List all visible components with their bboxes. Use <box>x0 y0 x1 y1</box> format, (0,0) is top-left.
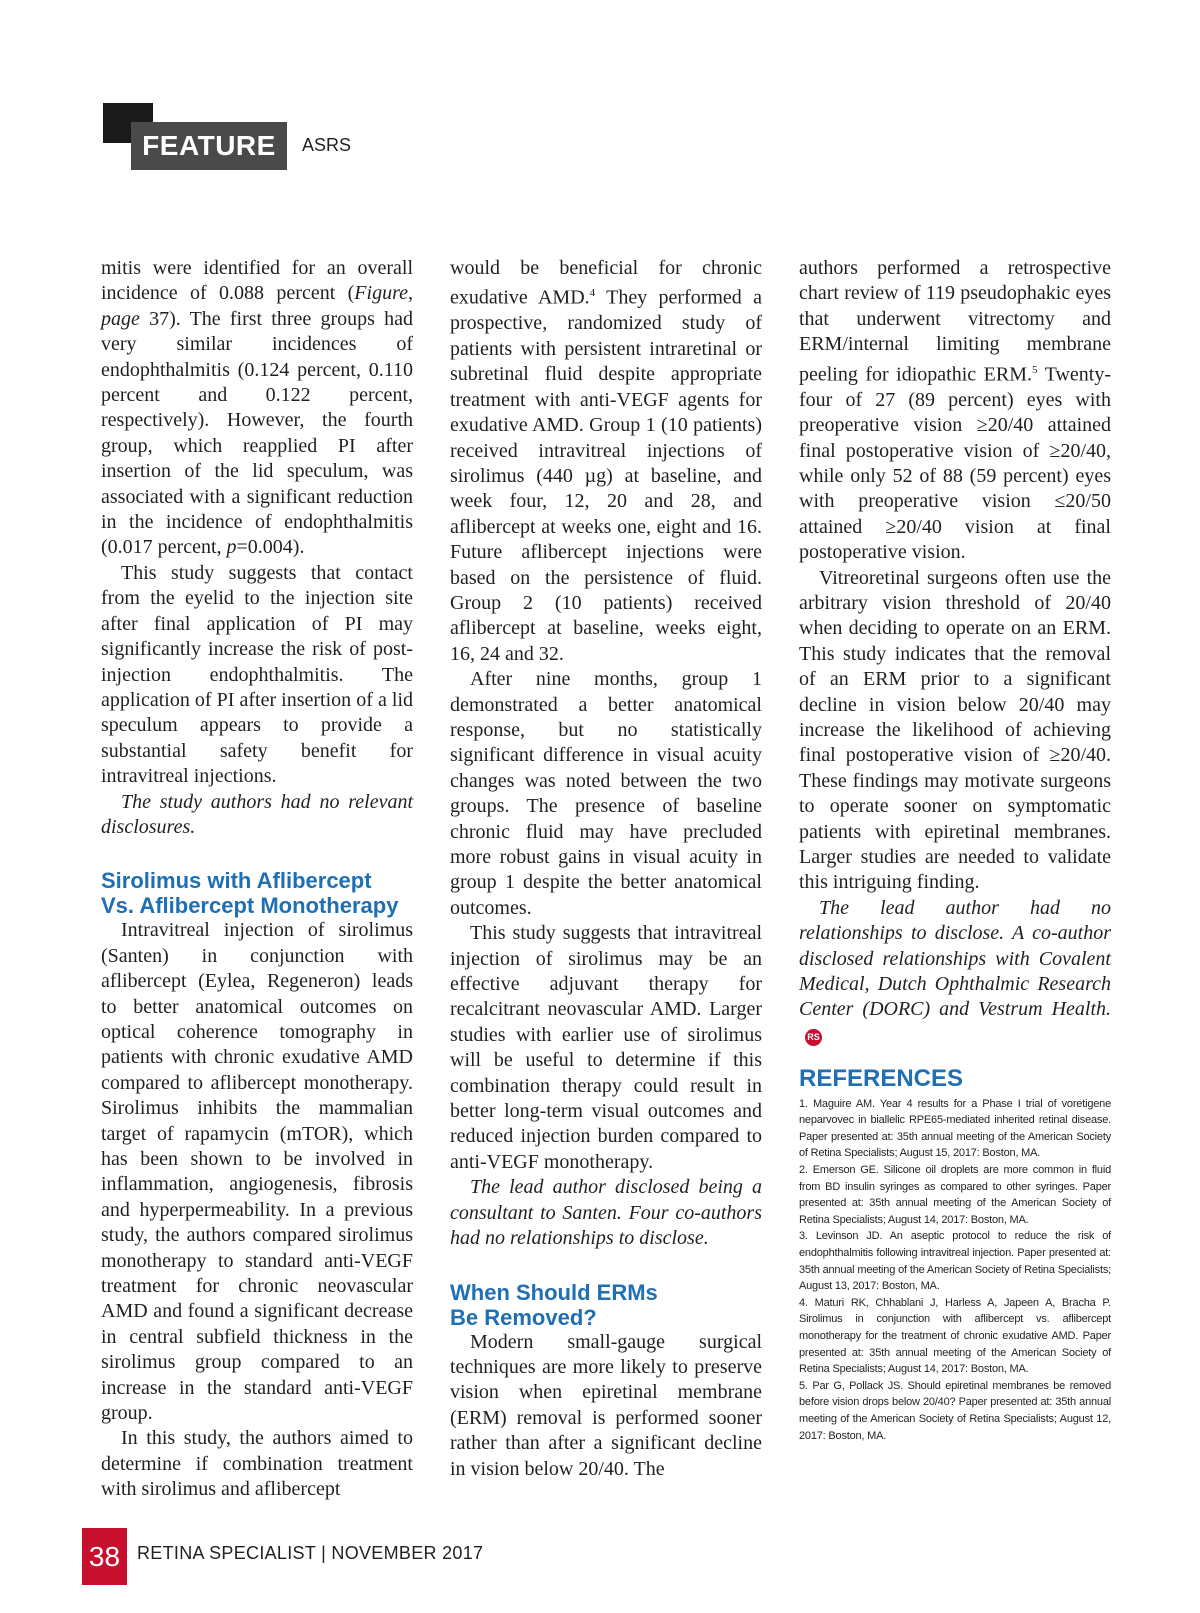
paragraph: Modern small-gauge surgical techniques are more likely to preserve vision when epiretinal membrane (ERM) removal is performed sooner rather than after a significant decline in vision below 20/40. The <box>450 1330 762 1480</box>
publication-footer: RETINA SPECIALIST | NOVEMBER 2017 <box>137 1543 484 1563</box>
article-column-1 <box>101 256 413 1503</box>
subsection-label: ASRS <box>302 135 352 155</box>
disclosure: The lead author had no relationships to disclose. A co-author disclosed relationships with Covalent Medical, Dutch Ophthalmic Research Center (DORC) and Vestrum Health.RS <box>799 896 1111 1048</box>
reference-item: 3. Levinson JD. An aseptic protocol to reduce the risk of endophthalmitis following intravitreal injection. Paper presented at: 35th annual meeting of the American Society of Retina Specialists; August 13, 2017: Boston, MA. <box>799 1230 1111 1293</box>
paragraph: This study suggests that intravitreal injection of sirolimus may be an effective adjuvant therapy for recalcitrant neovascular AMD. Larger studies with earlier use of sirolimus will be useful to determine if this combination therapy could result in better long-term visual outcomes and reduced injection burden compared to anti-VEGF monotherapy. <box>450 922 762 1173</box>
paragraph: In this study, the authors aimed to determine if combination treatment with sirolimus and aflibercept <box>101 1427 413 1501</box>
paragraph: authors performed a retrospective chart review of 119 pseudophakic eyes that underwent vitrectomy and ERM/internal limiting membrane peeling for idiopathic ERM.$^5$ Twenty-four of 27 (89 percent) eyes with preoperative vision ≥20/40 attained final postoperative vision of ≥20/40, while only 52 of 88 (59 percent) eyes with preoperative vision ≤20/50 attained ≥20/40 vision at final postoperative vision. <box>799 257 1111 564</box>
disclosure: The lead author disclosed being a consultant to Santen. Four co-authors had no relationships to disclose. <box>450 1176 762 1250</box>
reference-item: 5. Par G, Pollack JS. Should epiretinal membranes be removed before vision drops below 20/40? Paper presented at: 35th annual meeting of the American Society of Retina Specialists; August 12, 2017: Boston, MA. <box>799 1379 1111 1442</box>
article-column-3 <box>799 256 1111 1444</box>
reference-item: 4. Maturi RK, Chhablani J, Harless A, Japeen A, Bracha P. Sirolimus in conjunction with aflibercept vs. aflibercept monotherapy for the treatment of chronic exudative AMD. Paper presented at: 35th annual meeting of the American Society of Retina Specialists; August 14, 2017: Boston, MA. <box>799 1296 1111 1376</box>
section-heading: Sirolimus with Aflibercept Vs. Aflibercept Monotherapy <box>101 868 399 919</box>
section-label: FEATURE <box>131 122 287 170</box>
page-number: 38 <box>82 1528 127 1585</box>
paragraph: would be beneficial for chronic exudative AMD.$^4$ They performed a prospective, randomized study of patients with persistent intraretinal or subretinal fluid despite appropriate treatment with anti-VEGF agents for exudative AMD. Group 1 (10 patients) received intravitreal injections of sirolimus (440 µg) at baseline, and week four, 12, 20 and 28, and aflibercept at weeks one, eight and 16. Future aflibercept injections were based on the persistence of fluid. Group 2 (10 patients) received aflibercept at baseline, weeks eight, 16, 24 and 32. <box>450 257 763 665</box>
paragraph: mitis were identified for an overall incidence of 0.088 percent (Figure, page 37). The first three groups had very similar incidences of endophthalmitis (0.124 percent, 0.110 percent and 0.122 percent, respectively). However, the fourth group, which reapplied PI after insertion of the lid speculum, was associated with a significant reduction in the incidence of endophthalmitis (0.017 percent, p=0.004). <box>101 257 413 559</box>
reference-item: 2. Emerson GE. Silicone oil droplets are more common in fluid from BD insulin syringes as compared to other syringes. Paper presented at: 35th annual meeting of the American Society of Retina Specialists; August 14, 2017: Boston, MA. <box>799 1164 1111 1226</box>
references-heading: REFERENCES <box>799 1065 964 1093</box>
article-column-2 <box>450 256 762 1482</box>
paragraph: After nine months, group 1 demonstrated a better anatomical response, but no statistically significant difference in visual acuity changes was noted between the two groups. The presence of baseline chronic fluid may have precluded more robust gains in visual acuity in group 1 despite the better anatomical outcomes. <box>450 668 762 919</box>
disclosure: The study authors had no relevant disclosures. <box>101 790 413 838</box>
paragraph: This study suggests that contact from the eyelid to the injection site after final application of PI may significantly increase the risk of post-injection endophthalmitis. The application of PI after insertion of a lid speculum appears to provide a substantial safety benefit for intravitreal injections. <box>101 561 413 788</box>
paragraph: Vitreoretinal surgeons often use the arbitrary vision threshold of 20/40 when deciding to operate on an ERM. This study indicates that the removal of an ERM prior to a significant decline in vision below 20/40 may increase the likelihood of achieving final postoperative vision of ≥20/40. These findings may motivate surgeons to operate sooner on symptomatic patients with epiretinal membranes. Larger studies are needed to validate this intriguing finding. <box>799 566 1111 894</box>
section-heading: When Should ERMs Be Removed? <box>450 1279 658 1330</box>
reference-item: 1. Maguire AM. Year 4 results for a Phase I trial of voretigene neparvovec in biallelic RPE65-mediated inherited retinal disease. Paper presented at: 35th annual meeting of the American Society of Retina Specialists; August 15, 2017: Boston, MA. <box>799 1097 1111 1160</box>
end-of-article-icon: RS <box>805 1029 822 1046</box>
references-list <box>799 1096 1111 1444</box>
paragraph: Intravitreal injection of sirolimus (Santen) in conjunction with aflibercept (Eylea, Regeneron) leads to better anatomical outcomes on optical coherence tomography in patients with chronic exudative AMD compared to aflibercept monotherapy. Sirolimus inhibits the mammalian target of rapamycin (mTOR), which has been shown to be involved in inflammation, angiogenesis, fibrosis and hyperpermeability. In a previous study, the authors compared sirolimus monotherapy to standard anti-VEGF treatment for chronic neovascular AMD and found a significant decrease in central subfield thickness in the sirolimus group compared to an increase in the standard anti-VEGF group. <box>101 919 413 1425</box>
